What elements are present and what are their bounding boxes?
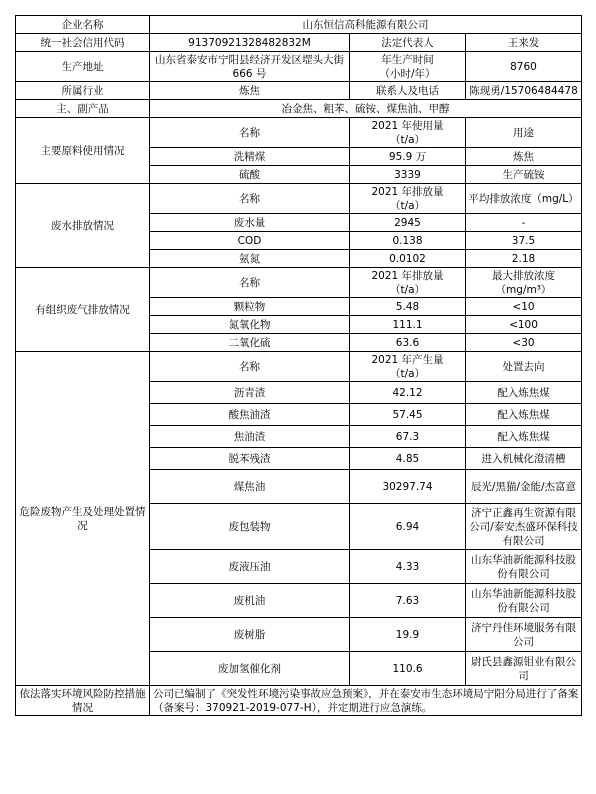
credit-code-value: 91370921328482832M (150, 34, 350, 52)
company-name-label: 企业名称 (16, 16, 150, 34)
hazardous-header-amount: 2021 年产生量 （t/a） (350, 352, 466, 382)
exhaust-amount: 5.48 (350, 298, 466, 316)
hazardous-amount: 7.63 (350, 584, 466, 618)
wastewater-concentration: - (466, 214, 582, 232)
row-industry (16, 82, 582, 100)
hazardous-disposal: 进入机械化澄清槽 (466, 448, 582, 470)
contact-label: 联系人及电话 (350, 82, 466, 100)
hazardous-amount: 57.45 (350, 404, 466, 426)
raw-materials-header-row (16, 118, 582, 148)
raw-material-use: 炼焦 (466, 148, 582, 166)
legal-rep-label: 法定代表人 (350, 34, 466, 52)
hazardous-amount: 4.33 (350, 550, 466, 584)
raw-material-name: 硫酸 (150, 166, 350, 184)
wastewater-concentration: 37.5 (466, 232, 582, 250)
hazardous-disposal: 配入炼焦煤 (466, 382, 582, 404)
exhaust-header-name: 名称 (150, 268, 350, 298)
exhaust-name: 二氧化硫 (150, 334, 350, 352)
contact-value: 陈现勇/15706484478 (466, 82, 582, 100)
exhaust-header-concentration: 最大排放浓度 （mg/m³） (466, 268, 582, 298)
hazardous-amount: 4.85 (350, 448, 466, 470)
address-label: 生产地址 (16, 52, 150, 82)
hazardous-header-disposal: 处置去向 (466, 352, 582, 382)
wastewater-header-name: 名称 (150, 184, 350, 214)
wastewater-amount: 0.0102 (350, 250, 466, 268)
exhaust-section-label: 有组织废气排放情况 (16, 268, 150, 352)
hazardous-disposal: 济宁丹佳环境服务有限公司 (466, 618, 582, 652)
raw-material-use: 生产硫铵 (466, 166, 582, 184)
hazardous-disposal: 配入炼焦煤 (466, 426, 582, 448)
hazardous-disposal: 山东华油新能源科技股份有限公司 (466, 550, 582, 584)
hazardous-disposal: 济宁正鑫再生资源有限公司/泰安杰盛环保科技有限公司 (466, 504, 582, 550)
raw-material-amount: 95.9 万 (350, 148, 466, 166)
raw-materials-section-label: 主要原料使用情况 (16, 118, 150, 184)
products-label: 主、副产品 (16, 100, 150, 118)
raw-materials-header-amount: 2021 年使用量 （t/a） (350, 118, 466, 148)
hazardous-amount: 30297.74 (350, 470, 466, 504)
hazardous-disposal: 配入炼焦煤 (466, 404, 582, 426)
hazardous-amount: 6.94 (350, 504, 466, 550)
hazardous-amount: 110.6 (350, 652, 466, 686)
risk-control-value: 公司已编制了《突发性环境污染事故应急预案》，并在泰安市生态环境局宁阳分局进行了备案（备案号：370921-2019-077-H），并定期进行应急演练。 (150, 686, 582, 716)
production-hours-value: 8760 (466, 52, 582, 82)
products-value: 冶金焦、粗苯、硫铵、煤焦油、甲醇 (150, 100, 582, 118)
hazardous-name: 酸焦油渣 (150, 404, 350, 426)
legal-rep-value: 王来发 (466, 34, 582, 52)
exhaust-header-amount: 2021 年排放量 （t/a） (350, 268, 466, 298)
hazardous-header-row (16, 352, 582, 382)
hazardous-amount: 19.9 (350, 618, 466, 652)
wastewater-name: COD (150, 232, 350, 250)
address-value: 山东省泰安市宁阳县经济开发区堽头大街 666 号 (150, 52, 350, 82)
row-products (16, 100, 582, 118)
exhaust-name: 颗粒物 (150, 298, 350, 316)
hazardous-name: 沥青渣 (150, 382, 350, 404)
raw-material-name: 洗精煤 (150, 148, 350, 166)
hazardous-name: 废包装物 (150, 504, 350, 550)
hazardous-name: 脱苯残渣 (150, 448, 350, 470)
wastewater-name: 氨氮 (150, 250, 350, 268)
wastewater-section-label: 废水排放情况 (16, 184, 150, 268)
exhaust-name: 氮氧化物 (150, 316, 350, 334)
row-risk-control (16, 686, 582, 716)
exhaust-header-row (16, 268, 582, 298)
hazardous-name: 废液压油 (150, 550, 350, 584)
hazardous-name: 废机油 (150, 584, 350, 618)
hazardous-name: 废加氢催化剂 (150, 652, 350, 686)
hazardous-name: 焦油渣 (150, 426, 350, 448)
exhaust-amount: 111.1 (350, 316, 466, 334)
credit-code-label: 统一社会信用代码 (16, 34, 150, 52)
exhaust-concentration: <30 (466, 334, 582, 352)
wastewater-amount: 0.138 (350, 232, 466, 250)
exhaust-amount: 63.6 (350, 334, 466, 352)
wastewater-header-concentration: 平均排放浓度（mg/L） (466, 184, 582, 214)
hazardous-disposal: 山东华油新能源科技股份有限公司 (466, 584, 582, 618)
wastewater-amount: 2945 (350, 214, 466, 232)
row-address (16, 52, 582, 82)
production-hours-label: 年生产时间 （小时/年） (350, 52, 466, 82)
hazardous-section-label: 危险废物产生及处理处置情况 (16, 352, 150, 686)
industry-value: 炼焦 (150, 82, 350, 100)
hazardous-amount: 67.3 (350, 426, 466, 448)
enterprise-info-table (15, 15, 582, 716)
risk-control-label: 依法落实环境风险防控措施情况 (16, 686, 150, 716)
wastewater-header-row (16, 184, 582, 214)
hazardous-disposal: 辰光/黑猫/金能/杰富意 (466, 470, 582, 504)
enterprise-info-sheet (15, 15, 581, 716)
hazardous-name: 煤焦油 (150, 470, 350, 504)
hazardous-name: 废树脂 (150, 618, 350, 652)
exhaust-concentration: <10 (466, 298, 582, 316)
company-name-value: 山东恒信高科能源有限公司 (150, 16, 582, 34)
wastewater-name: 废水量 (150, 214, 350, 232)
hazardous-disposal: 尉氏县鑫源钼业有限公司 (466, 652, 582, 686)
wastewater-concentration: 2.18 (466, 250, 582, 268)
raw-materials-header-use: 用途 (466, 118, 582, 148)
row-credit-code (16, 34, 582, 52)
hazardous-header-name: 名称 (150, 352, 350, 382)
hazardous-amount: 42.12 (350, 382, 466, 404)
wastewater-header-amount: 2021 年排放量 （t/a） (350, 184, 466, 214)
row-company-name (16, 16, 582, 34)
exhaust-concentration: <100 (466, 316, 582, 334)
industry-label: 所属行业 (16, 82, 150, 100)
raw-materials-header-name: 名称 (150, 118, 350, 148)
raw-material-amount: 3339 (350, 166, 466, 184)
